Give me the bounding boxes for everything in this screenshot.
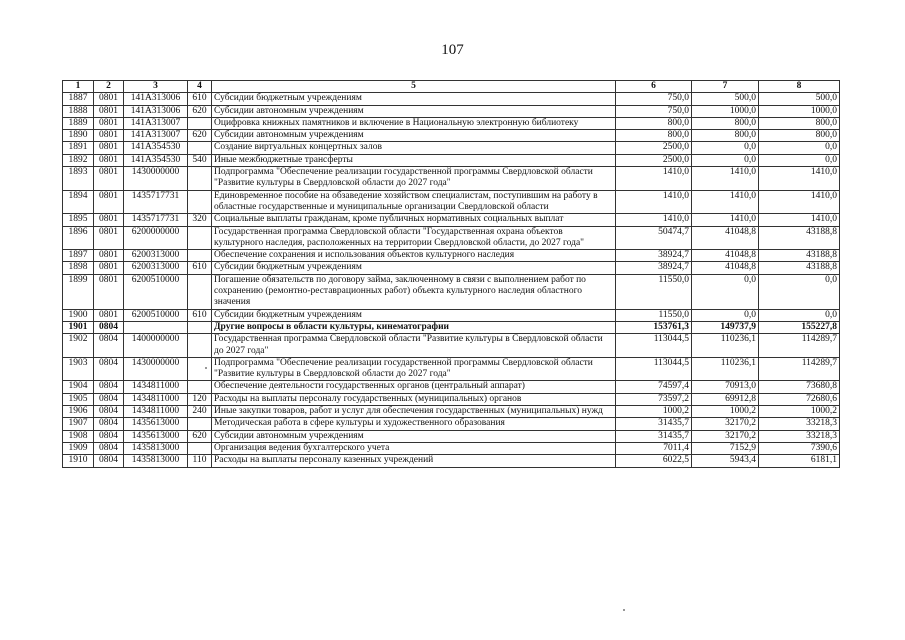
cell-amount-col7: 1000,2 xyxy=(692,406,759,418)
cell-amount-col6: 153761,3 xyxy=(616,321,692,333)
cell-section-code: 0801 xyxy=(94,214,124,226)
cell-row-number: 1896 xyxy=(63,226,94,250)
table-row xyxy=(63,309,840,321)
cell-item-name: Социальные выплаты гражданам, кроме публичных нормативных социальных выплат xyxy=(212,214,616,226)
cell-amount-col6: 11550,0 xyxy=(616,309,692,321)
cell-expense-type: 120 xyxy=(188,393,212,405)
cell-section-code: 0804 xyxy=(94,393,124,405)
table-row xyxy=(63,142,840,154)
cell-amount-col8: 1000,0 xyxy=(759,105,840,117)
cell-target-code: 1435717731 xyxy=(124,214,188,226)
cell-amount-col7: 41048,8 xyxy=(692,226,759,250)
table-row xyxy=(63,262,840,274)
cell-expense-type xyxy=(188,226,212,250)
cell-amount-col6: 38924,7 xyxy=(616,250,692,262)
cell-amount-col8: 72680,6 xyxy=(759,393,840,405)
cell-amount-col6: 750,0 xyxy=(616,93,692,105)
cell-row-number: 1905 xyxy=(63,393,94,405)
cell-amount-col6: 7011,4 xyxy=(616,442,692,454)
cell-amount-col8: 0,0 xyxy=(759,274,840,309)
cell-amount-col7: 800,0 xyxy=(692,117,759,129)
cell-row-number: 1888 xyxy=(63,105,94,117)
cell-row-number: 1893 xyxy=(63,167,94,191)
cell-target-code: 1435613000 xyxy=(124,418,188,430)
cell-row-number: 1907 xyxy=(63,418,94,430)
table-row xyxy=(63,274,840,309)
table-row xyxy=(63,214,840,226)
header-col-4: 4 xyxy=(188,81,212,93)
cell-item-name: Субсидии автономным учреждениям xyxy=(212,130,616,142)
cell-amount-col8: 6181,1 xyxy=(759,455,840,467)
cell-item-name: Погашение обязательств по договору займа, заключенному в связи с выполнением работ по сохранению (ремонтно-реставрационных работ) объекта культурного наследия областного значения xyxy=(212,274,616,309)
table-row xyxy=(63,334,840,358)
cell-item-name: Оцифровка книжных памятников и включение в Национальную электронную библиотеку xyxy=(212,117,616,129)
cell-expense-type: 610 xyxy=(188,309,212,321)
cell-section-code: 0804 xyxy=(94,357,124,381)
cell-amount-col7: 500,0 xyxy=(692,93,759,105)
cell-amount-col8: 1000,2 xyxy=(759,406,840,418)
table-row xyxy=(63,190,840,214)
table-row xyxy=(63,321,840,333)
scan-speck xyxy=(623,609,625,611)
cell-amount-col6: 74597,4 xyxy=(616,381,692,393)
cell-section-code: 0801 xyxy=(94,226,124,250)
cell-row-number: 1908 xyxy=(63,430,94,442)
cell-row-number: 1895 xyxy=(63,214,94,226)
page-number: 107 xyxy=(441,42,464,58)
cell-amount-col8: 73680,8 xyxy=(759,381,840,393)
cell-item-name: Субсидии бюджетным учреждениям xyxy=(212,262,616,274)
cell-row-number: 1889 xyxy=(63,117,94,129)
cell-amount-col8: 114289,7 xyxy=(759,334,840,358)
cell-amount-col6: 800,0 xyxy=(616,130,692,142)
cell-item-name: Иные закупки товаров, работ и услуг для обеспечения государственных (муниципальных) нужд xyxy=(212,406,616,418)
cell-amount-col8: 43188,8 xyxy=(759,250,840,262)
cell-amount-col8: 33218,3 xyxy=(759,430,840,442)
cell-section-code: 0801 xyxy=(94,117,124,129)
cell-section-code: 0804 xyxy=(94,442,124,454)
cell-target-code: 6200510000 xyxy=(124,309,188,321)
cell-section-code: 0801 xyxy=(94,190,124,214)
table-row xyxy=(63,418,840,430)
cell-amount-col6: 1410,0 xyxy=(616,214,692,226)
table-row xyxy=(63,154,840,166)
cell-amount-col6: 750,0 xyxy=(616,105,692,117)
cell-expense-type xyxy=(188,334,212,358)
header-col-6: 6 xyxy=(616,81,692,93)
cell-amount-col7: 70913,0 xyxy=(692,381,759,393)
cell-row-number: 1910 xyxy=(63,455,94,467)
cell-section-code: 0801 xyxy=(94,274,124,309)
cell-amount-col7: 110236,1 xyxy=(692,334,759,358)
cell-amount-col8: 0,0 xyxy=(759,142,840,154)
cell-section-code: 0801 xyxy=(94,309,124,321)
cell-amount-col7: 69912,8 xyxy=(692,393,759,405)
cell-expense-type xyxy=(188,321,212,333)
cell-section-code: 0801 xyxy=(94,262,124,274)
cell-amount-col8: 7390,6 xyxy=(759,442,840,454)
cell-row-number: 1897 xyxy=(63,250,94,262)
scan-speck xyxy=(205,367,207,369)
cell-target-code: 6200510000 xyxy=(124,274,188,309)
cell-target-code: 141A313006 xyxy=(124,105,188,117)
cell-row-number: 1891 xyxy=(63,142,94,154)
cell-section-code: 0801 xyxy=(94,250,124,262)
table-row xyxy=(63,93,840,105)
table-row xyxy=(63,455,840,467)
cell-row-number: 1890 xyxy=(63,130,94,142)
header-col-5: 5 xyxy=(212,81,616,93)
cell-section-code: 0804 xyxy=(94,334,124,358)
cell-amount-col6: 1410,0 xyxy=(616,190,692,214)
cell-expense-type: 320 xyxy=(188,214,212,226)
table-row xyxy=(63,381,840,393)
cell-item-name: Обеспечение сохранения и использования объектов культурного наследия xyxy=(212,250,616,262)
cell-amount-col7: 1000,0 xyxy=(692,105,759,117)
cell-row-number: 1902 xyxy=(63,334,94,358)
cell-item-name: Методическая работа в сфере культуры и художественного образования xyxy=(212,418,616,430)
cell-amount-col7: 5943,4 xyxy=(692,455,759,467)
cell-amount-col7: 1410,0 xyxy=(692,167,759,191)
table-row xyxy=(63,167,840,191)
cell-amount-col7: 32170,2 xyxy=(692,418,759,430)
cell-expense-type xyxy=(188,117,212,129)
table-row xyxy=(63,406,840,418)
cell-amount-col7: 0,0 xyxy=(692,154,759,166)
cell-expense-type: 620 xyxy=(188,130,212,142)
header-col-2: 2 xyxy=(94,81,124,93)
cell-target-code: 1434811000 xyxy=(124,406,188,418)
cell-item-name: Другие вопросы в области культуры, кинематографии xyxy=(212,321,616,333)
cell-expense-type xyxy=(188,381,212,393)
cell-target-code: 141A313007 xyxy=(124,117,188,129)
cell-amount-col8: 43188,8 xyxy=(759,262,840,274)
cell-row-number: 1909 xyxy=(63,442,94,454)
cell-amount-col8: 114289,7 xyxy=(759,357,840,381)
cell-item-name: Государственная программа Свердловской области "Развитие культуры в Свердловской области до 2027 года" xyxy=(212,334,616,358)
cell-amount-col8: 800,0 xyxy=(759,117,840,129)
cell-target-code: 6200000000 xyxy=(124,226,188,250)
cell-expense-type: 620 xyxy=(188,105,212,117)
cell-row-number: 1901 xyxy=(63,321,94,333)
cell-row-number: 1903 xyxy=(63,357,94,381)
table-row xyxy=(63,130,840,142)
cell-target-code: 1434811000 xyxy=(124,381,188,393)
cell-section-code: 0804 xyxy=(94,406,124,418)
cell-item-name: Подпрограмма "Обеспечение реализации государственной программы Свердловской области "Развитие культуры в Свердловской области до 2027 года" xyxy=(212,357,616,381)
cell-expense-type xyxy=(188,418,212,430)
cell-item-name: Расходы на выплаты персоналу казенных учреждений xyxy=(212,455,616,467)
header-col-1: 1 xyxy=(63,81,94,93)
cell-amount-col7: 0,0 xyxy=(692,142,759,154)
cell-target-code: 1435613000 xyxy=(124,430,188,442)
table-body xyxy=(63,93,840,467)
cell-expense-type xyxy=(188,274,212,309)
table-row xyxy=(63,393,840,405)
cell-section-code: 0804 xyxy=(94,381,124,393)
cell-item-name: Расходы на выплаты персоналу государственных (муниципальных) органов xyxy=(212,393,616,405)
cell-amount-col6: 38924,7 xyxy=(616,262,692,274)
table-row xyxy=(63,357,840,381)
cell-item-name: Субсидии бюджетным учреждениям xyxy=(212,93,616,105)
cell-row-number: 1892 xyxy=(63,154,94,166)
cell-amount-col7: 41048,8 xyxy=(692,250,759,262)
cell-amount-col7: 110236,1 xyxy=(692,357,759,381)
cell-target-code: 1435717731 xyxy=(124,190,188,214)
cell-expense-type: 110 xyxy=(188,455,212,467)
cell-target-code xyxy=(124,321,188,333)
cell-row-number: 1904 xyxy=(63,381,94,393)
header-row xyxy=(63,81,840,93)
cell-item-name: Субсидии автономным учреждениям xyxy=(212,105,616,117)
cell-item-name: Подпрограмма "Обеспечение реализации государственной программы Свердловской области "Развитие культуры в Свердловской области до 2027 года" xyxy=(212,167,616,191)
cell-amount-col8: 800,0 xyxy=(759,130,840,142)
cell-amount-col7: 0,0 xyxy=(692,274,759,309)
cell-target-code: 1430000000 xyxy=(124,167,188,191)
cell-section-code: 0801 xyxy=(94,142,124,154)
cell-target-code: 1400000000 xyxy=(124,334,188,358)
cell-amount-col6: 6022,5 xyxy=(616,455,692,467)
table-row xyxy=(63,430,840,442)
cell-amount-col6: 2500,0 xyxy=(616,154,692,166)
cell-row-number: 1898 xyxy=(63,262,94,274)
cell-row-number: 1894 xyxy=(63,190,94,214)
cell-amount-col7: 1410,0 xyxy=(692,214,759,226)
cell-amount-col8: 33218,3 xyxy=(759,418,840,430)
cell-item-name: Создание виртуальных концертных залов xyxy=(212,142,616,154)
header-col-8: 8 xyxy=(759,81,840,93)
budget-table xyxy=(62,80,840,468)
cell-item-name: Иные межбюджетные трансферты xyxy=(212,154,616,166)
cell-expense-type xyxy=(188,142,212,154)
cell-expense-type: 620 xyxy=(188,430,212,442)
header-col-7: 7 xyxy=(692,81,759,93)
cell-amount-col7: 41048,8 xyxy=(692,262,759,274)
cell-target-code: 6200313000 xyxy=(124,250,188,262)
cell-amount-col6: 31435,7 xyxy=(616,418,692,430)
cell-target-code: 1435813000 xyxy=(124,442,188,454)
cell-item-name: Субсидии автономным учреждениям xyxy=(212,430,616,442)
cell-expense-type xyxy=(188,442,212,454)
cell-amount-col8: 155227,8 xyxy=(759,321,840,333)
cell-amount-col7: 32170,2 xyxy=(692,430,759,442)
cell-amount-col6: 2500,0 xyxy=(616,142,692,154)
cell-expense-type: 240 xyxy=(188,406,212,418)
cell-row-number: 1906 xyxy=(63,406,94,418)
cell-expense-type xyxy=(188,167,212,191)
cell-expense-type xyxy=(188,250,212,262)
cell-expense-type xyxy=(188,190,212,214)
cell-amount-col8: 43188,8 xyxy=(759,226,840,250)
header-col-3: 3 xyxy=(124,81,188,93)
cell-amount-col6: 113044,5 xyxy=(616,357,692,381)
cell-item-name: Единовременное пособие на обзаведение хозяйством специалистам, поступившим на работу в областные государственные и муниципальные организации Свердловской области xyxy=(212,190,616,214)
cell-row-number: 1900 xyxy=(63,309,94,321)
cell-row-number: 1899 xyxy=(63,274,94,309)
cell-amount-col8: 1410,0 xyxy=(759,214,840,226)
cell-expense-type: 610 xyxy=(188,262,212,274)
cell-expense-type: 540 xyxy=(188,154,212,166)
cell-item-name: Организация ведения бухгалтерского учета xyxy=(212,442,616,454)
cell-expense-type xyxy=(188,357,212,381)
cell-amount-col8: 1410,0 xyxy=(759,190,840,214)
cell-section-code: 0804 xyxy=(94,321,124,333)
cell-expense-type: 610 xyxy=(188,93,212,105)
cell-amount-col6: 11550,0 xyxy=(616,274,692,309)
cell-item-name: Обеспечение деятельности государственных органов (центральный аппарат) xyxy=(212,381,616,393)
cell-target-code: 141A313006 xyxy=(124,93,188,105)
cell-amount-col7: 0,0 xyxy=(692,309,759,321)
cell-amount-col8: 0,0 xyxy=(759,154,840,166)
table-row xyxy=(63,250,840,262)
cell-amount-col6: 1410,0 xyxy=(616,167,692,191)
cell-amount-col7: 800,0 xyxy=(692,130,759,142)
cell-item-name: Субсидии бюджетным учреждениям xyxy=(212,309,616,321)
cell-target-code: 141A354530 xyxy=(124,154,188,166)
cell-target-code: 1434811000 xyxy=(124,393,188,405)
cell-item-name: Государственная программа Свердловской области "Государственная охрана объектов культурного наследия, расположенных на территории Свердловской области, до 2027 года" xyxy=(212,226,616,250)
cell-section-code: 0804 xyxy=(94,430,124,442)
cell-amount-col6: 73597,2 xyxy=(616,393,692,405)
table-row xyxy=(63,105,840,117)
cell-amount-col6: 800,0 xyxy=(616,117,692,129)
cell-amount-col6: 31435,7 xyxy=(616,430,692,442)
cell-section-code: 0801 xyxy=(94,93,124,105)
cell-amount-col6: 1000,2 xyxy=(616,406,692,418)
cell-section-code: 0804 xyxy=(94,455,124,467)
cell-row-number: 1887 xyxy=(63,93,94,105)
cell-amount-col7: 7152,9 xyxy=(692,442,759,454)
cell-target-code: 141A313007 xyxy=(124,130,188,142)
table-row xyxy=(63,226,840,250)
cell-target-code: 141A354530 xyxy=(124,142,188,154)
cell-section-code: 0801 xyxy=(94,130,124,142)
cell-target-code: 1435813000 xyxy=(124,455,188,467)
cell-amount-col7: 1410,0 xyxy=(692,190,759,214)
cell-amount-col8: 1410,0 xyxy=(759,167,840,191)
cell-section-code: 0801 xyxy=(94,167,124,191)
table-row xyxy=(63,442,840,454)
cell-section-code: 0804 xyxy=(94,418,124,430)
cell-amount-col8: 500,0 xyxy=(759,93,840,105)
cell-target-code: 1430000000 xyxy=(124,357,188,381)
table-row xyxy=(63,117,840,129)
cell-amount-col7: 149737,9 xyxy=(692,321,759,333)
cell-section-code: 0801 xyxy=(94,105,124,117)
cell-section-code: 0801 xyxy=(94,154,124,166)
cell-amount-col8: 0,0 xyxy=(759,309,840,321)
cell-target-code: 6200313000 xyxy=(124,262,188,274)
cell-amount-col6: 50474,7 xyxy=(616,226,692,250)
cell-amount-col6: 113044,5 xyxy=(616,334,692,358)
